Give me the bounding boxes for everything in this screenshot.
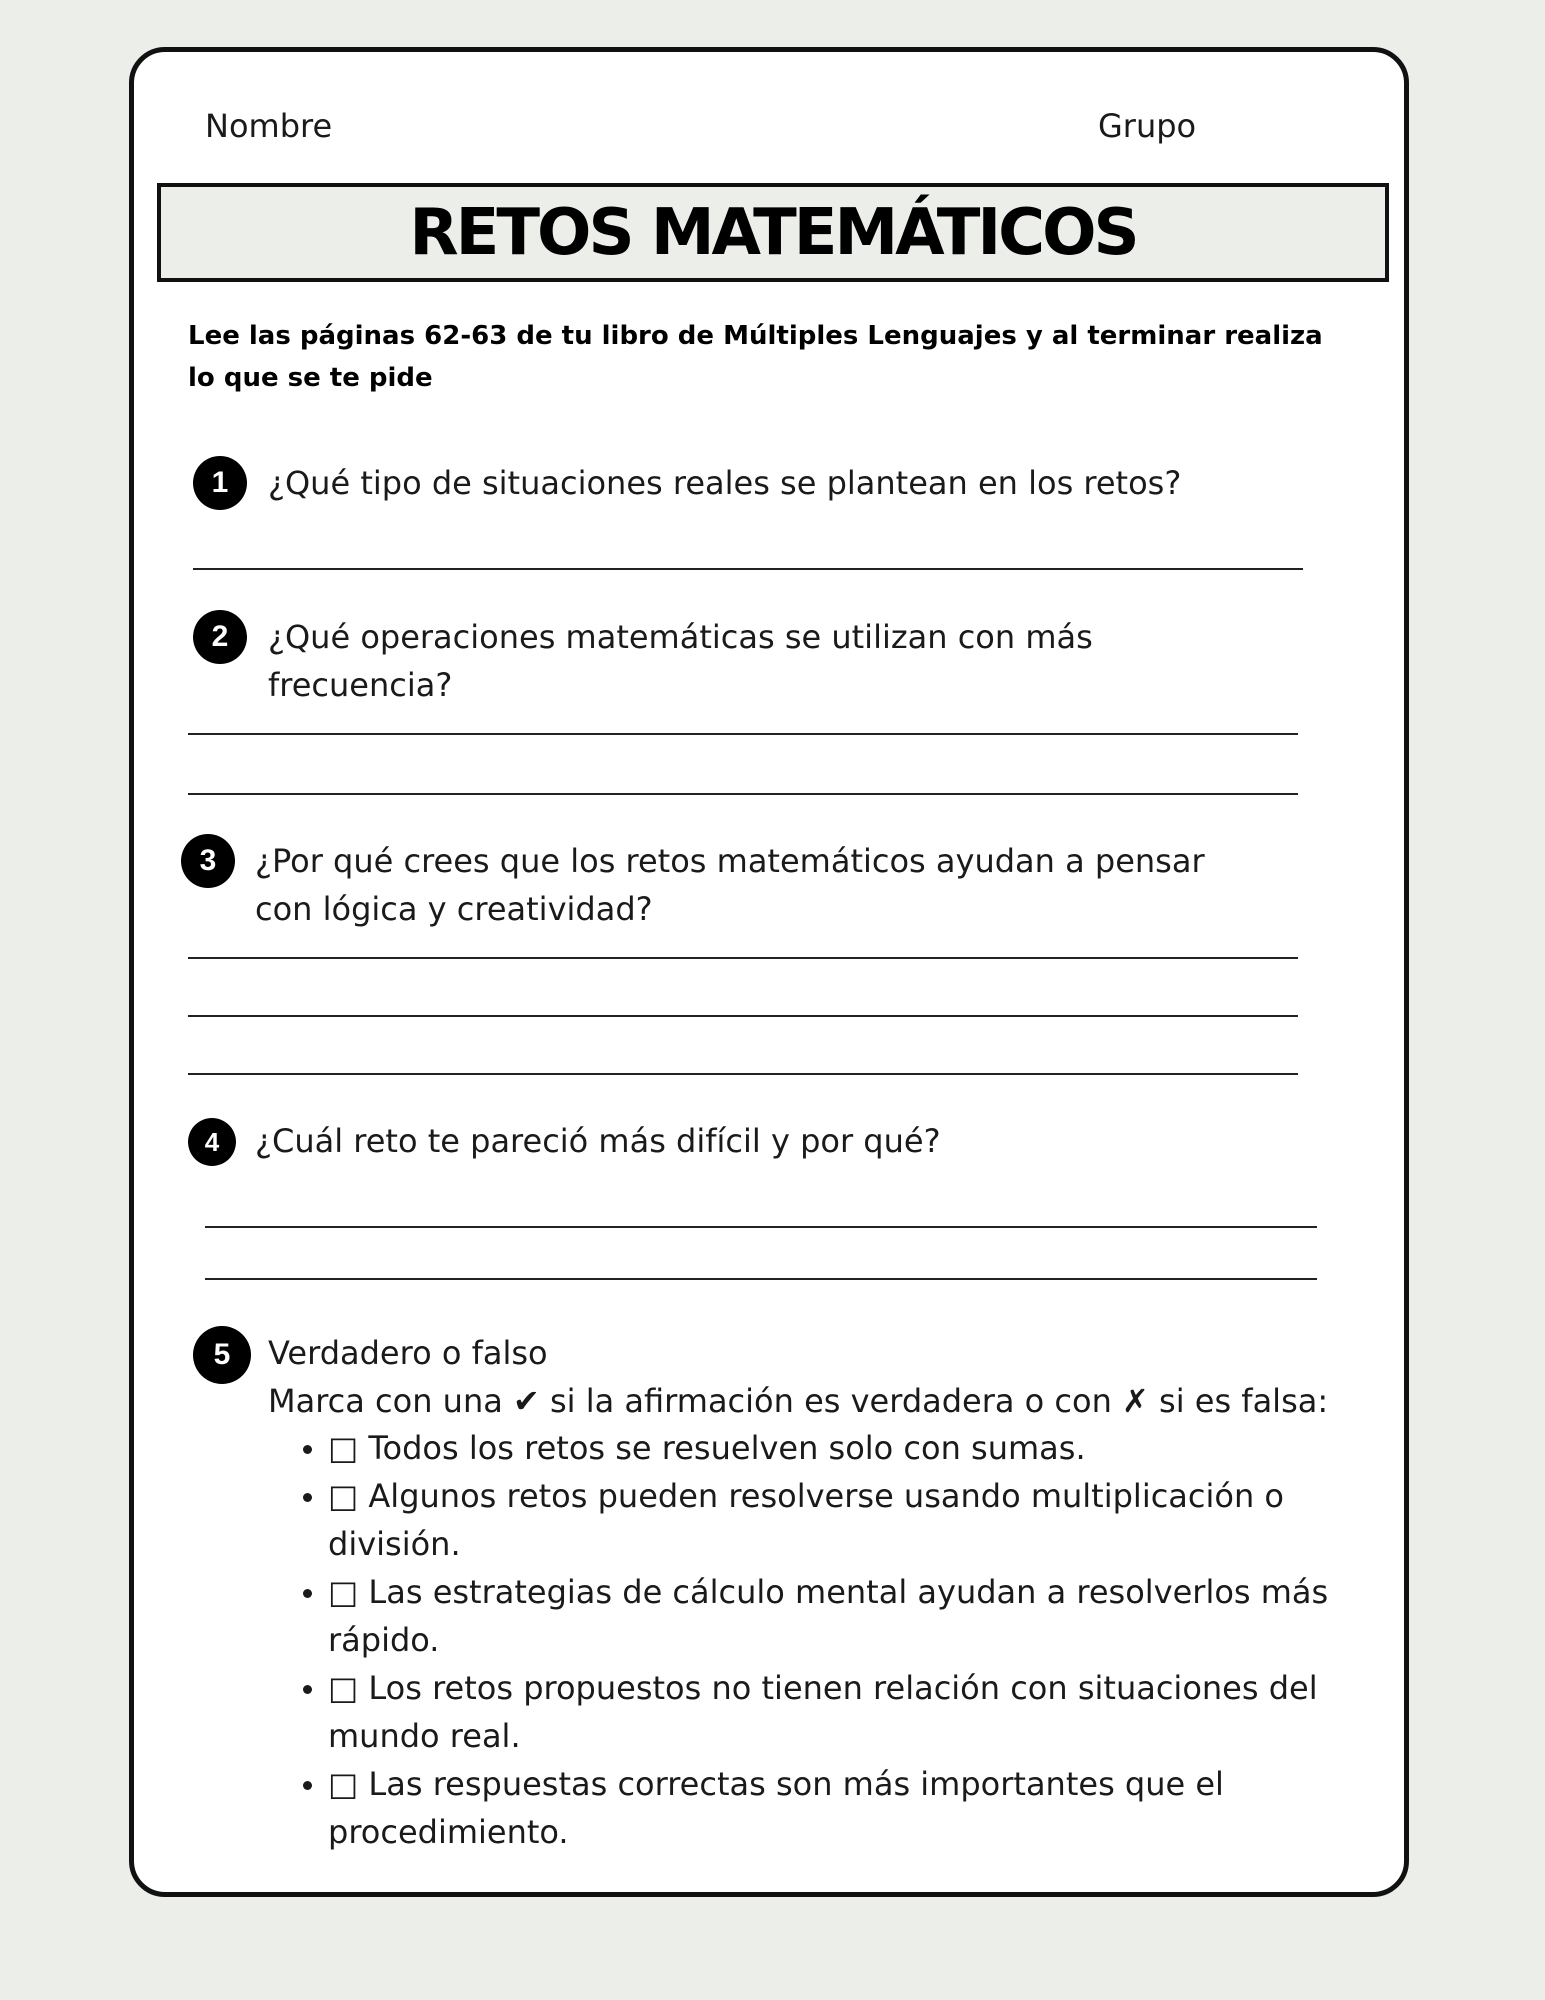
statement-item[interactable] <box>328 1424 1368 1472</box>
name-label: Nombre <box>205 107 333 145</box>
question-1-text: ¿Qué tipo de situaciones reales se plantean en los retos? <box>268 464 1182 502</box>
statement-text: □ Los retos propuestos no tienen relación con situaciones del mundo real. <box>328 1669 1318 1755</box>
question-2-text-line2: frecuencia? <box>268 666 453 704</box>
statement-item[interactable] <box>328 1472 1368 1568</box>
instruction-after-cross: si es falsa: <box>1159 1382 1329 1420</box>
statement-text: □ Algunos retos pueden resolverse usando multiplicación o división. <box>328 1477 1284 1563</box>
question-number-3: 3 <box>181 834 235 888</box>
cross-icon: ✗ <box>1122 1382 1149 1420</box>
question-5-instruction <box>268 1377 1328 1425</box>
title-banner <box>157 183 1389 282</box>
instruction-middle: si la afirmación es verdadera o con <box>550 1382 1112 1420</box>
answer-line[interactable] <box>205 1226 1317 1228</box>
check-icon: ✔ <box>513 1382 540 1420</box>
statement-item[interactable] <box>328 1568 1368 1664</box>
answer-line[interactable] <box>193 568 1303 570</box>
statement-text: □ Las estrategias de cálculo mental ayudan a resolverlos más rápido. <box>328 1573 1329 1659</box>
question-number-4: 4 <box>188 1118 236 1166</box>
question-5-text: Verdadero o falso <box>268 1334 548 1372</box>
question-number-2: 2 <box>193 610 247 664</box>
question-2-text-line1: ¿Qué operaciones matemáticas se utilizan con más <box>268 618 1093 656</box>
answer-line[interactable] <box>205 1278 1317 1280</box>
answer-line[interactable] <box>188 1015 1298 1017</box>
answer-line[interactable] <box>188 1073 1298 1075</box>
statement-text: □ Todos los retos se resuelven solo con sumas. <box>328 1429 1086 1467</box>
statement-item[interactable] <box>328 1664 1368 1760</box>
answer-line[interactable] <box>188 957 1298 959</box>
question-3-text-line1: ¿Por qué crees que los retos matemáticos ayudan a pensar <box>255 842 1205 880</box>
instruction-before-check: Marca con una <box>268 1382 503 1420</box>
statement-text: □ Las respuestas correctas son más importantes que el procedimiento. <box>328 1765 1224 1851</box>
page-title: RETOS MATEMÁTICOS <box>409 195 1137 270</box>
statement-item[interactable] <box>328 1760 1368 1856</box>
answer-line[interactable] <box>188 733 1298 735</box>
instructions: Lee las páginas 62-63 de tu libro de Múltiples Lenguajes y al terminar realiza lo que se te pide <box>188 321 1323 393</box>
question-number-5: 5 <box>193 1326 251 1384</box>
answer-line[interactable] <box>188 793 1298 795</box>
question-3-text-line2: con lógica y creatividad? <box>255 890 653 928</box>
true-false-list <box>292 1424 1368 1856</box>
question-number-1: 1 <box>193 456 247 510</box>
group-label: Grupo <box>1098 107 1197 145</box>
question-4-text: ¿Cuál reto te pareció más difícil y por qué? <box>255 1122 941 1160</box>
